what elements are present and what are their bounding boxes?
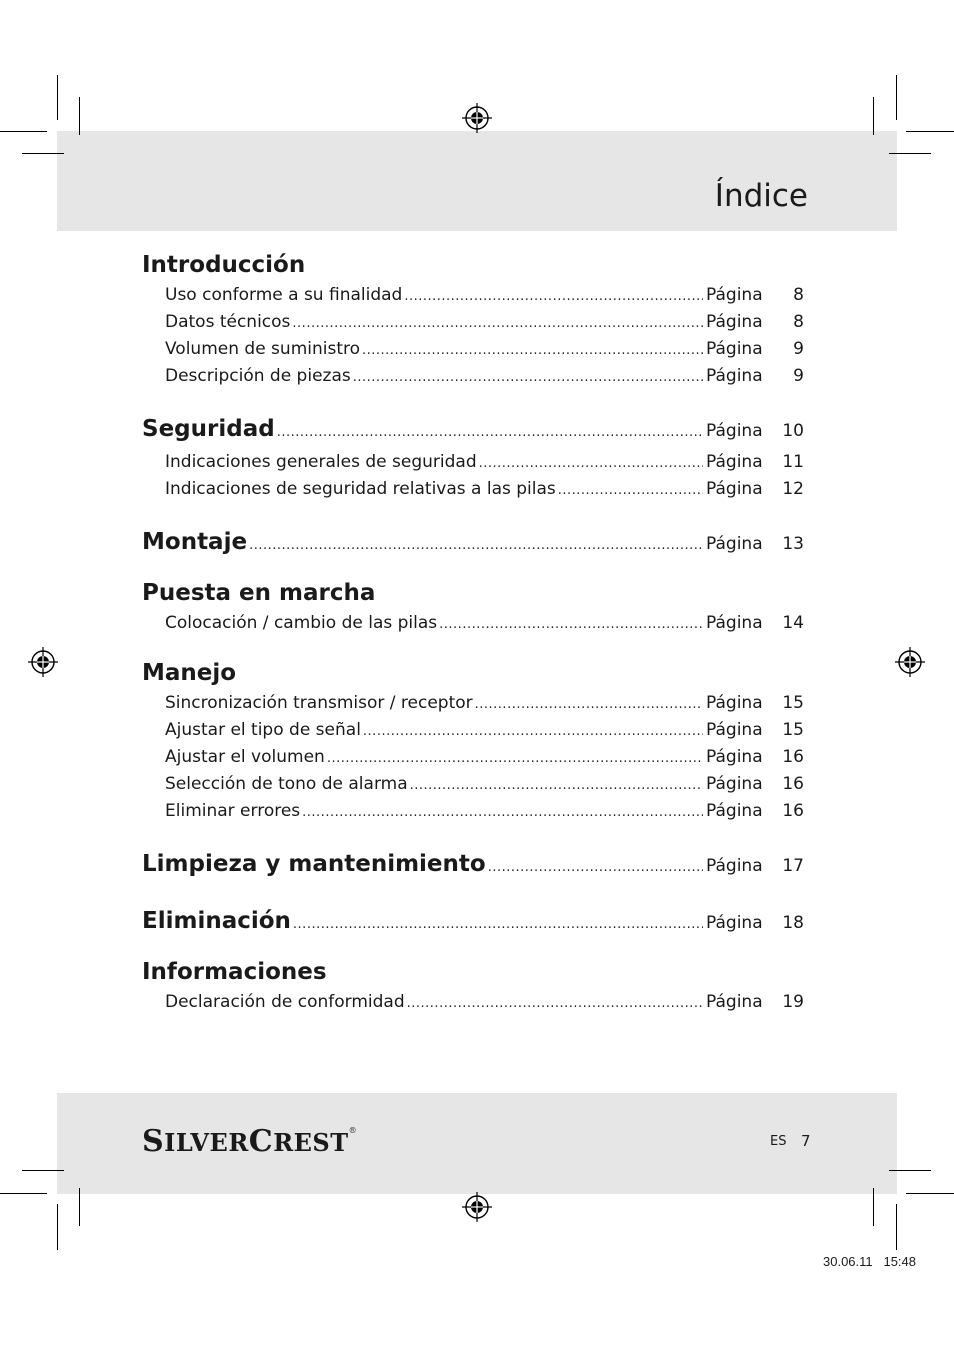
toc-entry[interactable] (142, 989, 804, 1016)
toc-entry[interactable] (142, 476, 804, 503)
entry-label: Ajustar el volumen (165, 747, 325, 767)
page-word: Página (706, 339, 763, 359)
crop-mark (79, 1188, 80, 1226)
page-word: Página (706, 913, 763, 933)
crop-mark (79, 97, 80, 135)
entry-label: Indicaciones generales de seguridad (165, 452, 477, 472)
page-number: 9 (793, 366, 804, 386)
section-title: Seguridad (142, 416, 275, 442)
toc-entry[interactable] (142, 610, 804, 637)
toc-section-heading-row[interactable] (142, 901, 804, 941)
toc-entry[interactable] (142, 309, 804, 336)
entry-label: Sincronización transmisor / receptor (165, 693, 473, 713)
registration-mark-icon (28, 647, 58, 677)
silvercrest-logo: SILVERCREST® (142, 1124, 358, 1159)
dot-leader (407, 990, 703, 1017)
toc-entry[interactable] (142, 798, 804, 825)
crop-mark (906, 131, 954, 132)
page-number: 11 (782, 452, 804, 472)
page-number: 16 (782, 801, 804, 821)
page-word: Página (706, 479, 763, 499)
page-number: 18 (782, 913, 804, 933)
page-number: 9 (793, 339, 804, 359)
section-title: Manejo (142, 660, 237, 686)
print-timestamp: 30.06.11 15:48 (823, 1254, 917, 1269)
crop-mark (896, 1204, 897, 1250)
dot-leader (362, 337, 703, 364)
page-word: Página (706, 613, 763, 633)
toc-section-heading-row[interactable] (142, 409, 804, 449)
dot-leader (353, 364, 703, 391)
dot-leader (293, 905, 703, 945)
dot-leader (439, 611, 703, 638)
entry-label: Volumen de suministro (165, 339, 361, 359)
dot-leader (488, 848, 703, 888)
toc-section-montaje (142, 522, 804, 562)
page-word: Página (706, 534, 763, 554)
registration-mark-icon (462, 1192, 492, 1222)
crop-mark (873, 1188, 874, 1226)
page-word: Página (706, 992, 763, 1012)
toc-section-limpieza (142, 844, 804, 884)
toc-section-heading-row[interactable] (142, 522, 804, 562)
crop-mark (889, 1170, 931, 1171)
section-title: Puesta en marcha (142, 580, 376, 606)
section-title: Limpieza y mantenimiento (142, 851, 486, 877)
page-number: 15 (782, 693, 804, 713)
toc-entry[interactable] (142, 336, 804, 363)
dot-leader (404, 283, 703, 310)
registration-mark-icon (895, 647, 925, 677)
page-word: Página (706, 693, 763, 713)
page-word: Página (706, 801, 763, 821)
toc-section-eliminacion (142, 901, 804, 941)
entry-label: Descripción de piezas (165, 366, 351, 386)
page-word: Página (706, 720, 763, 740)
page-number: 10 (782, 421, 804, 441)
toc-entry[interactable] (142, 771, 804, 798)
page-number-footer: 7 (801, 1132, 811, 1150)
toc-section-informaciones (142, 955, 804, 1016)
crop-mark (0, 131, 47, 132)
entry-label: Datos técnicos (165, 312, 291, 332)
page-title: Índice (714, 178, 808, 214)
page-number: 17 (782, 856, 804, 876)
page-number: 19 (782, 992, 804, 1012)
toc-section-puesta-en-marcha (142, 576, 804, 637)
section-title: Informaciones (142, 959, 327, 985)
toc-entry[interactable] (142, 282, 804, 309)
page-number: 14 (782, 613, 804, 633)
page-number: 15 (782, 720, 804, 740)
toc-section-heading-row[interactable] (142, 844, 804, 884)
crop-mark (896, 75, 897, 120)
entry-label: Colocación / cambio de las pilas (165, 613, 438, 633)
page-word: Página (706, 774, 763, 794)
crop-mark (22, 153, 64, 154)
page-number: 8 (793, 285, 804, 305)
toc-entry[interactable] (142, 449, 804, 476)
dot-leader (475, 691, 703, 718)
crop-mark (889, 153, 931, 154)
page-word: Página (706, 421, 763, 441)
toc-entry[interactable] (142, 363, 804, 390)
entry-label: Indicaciones de seguridad relativas a las pilas (165, 479, 556, 499)
crop-mark (0, 1193, 47, 1194)
crop-mark (57, 75, 58, 120)
crop-mark (57, 1204, 58, 1250)
dot-leader (277, 413, 703, 453)
dot-leader (292, 310, 703, 337)
page-word: Página (706, 312, 763, 332)
dot-leader (302, 799, 703, 826)
crop-mark (22, 1170, 64, 1171)
toc-section-seguridad (142, 409, 804, 503)
page-number: 16 (782, 747, 804, 767)
toc-entry[interactable] (142, 744, 804, 771)
entry-label: Selección de tono de alarma (165, 774, 408, 794)
page-word: Página (706, 856, 763, 876)
dot-leader (479, 450, 703, 477)
registration-mark-icon (462, 103, 492, 133)
entry-label: Eliminar errores (165, 801, 301, 821)
table-of-contents (142, 248, 804, 1016)
toc-section-manejo (142, 656, 804, 825)
page-word: Página (706, 452, 763, 472)
crop-mark (906, 1193, 954, 1194)
page-word: Página (706, 747, 763, 767)
dot-leader (363, 718, 703, 745)
section-title: Eliminación (142, 908, 291, 934)
page-number: 16 (782, 774, 804, 794)
page-word: Página (706, 285, 763, 305)
toc-entry[interactable] (142, 690, 804, 717)
crop-mark (873, 97, 874, 135)
entry-label: Uso conforme a su finalidad (165, 285, 403, 305)
section-title: Introducción (142, 252, 306, 278)
page-number: 12 (782, 479, 804, 499)
section-title: Montaje (142, 529, 248, 555)
entry-label: Declaración de conformidad (165, 992, 405, 1012)
page-number: 13 (782, 534, 804, 554)
page-number: 8 (793, 312, 804, 332)
toc-entry[interactable] (142, 717, 804, 744)
dot-leader (558, 477, 703, 504)
dot-leader (327, 745, 703, 772)
dot-leader (410, 772, 703, 799)
toc-section-introduccion (142, 248, 804, 390)
page-word: Página (706, 366, 763, 386)
dot-leader (249, 526, 703, 566)
entry-label: Ajustar el tipo de señal (165, 720, 361, 740)
language-code: ES (770, 1134, 787, 1149)
